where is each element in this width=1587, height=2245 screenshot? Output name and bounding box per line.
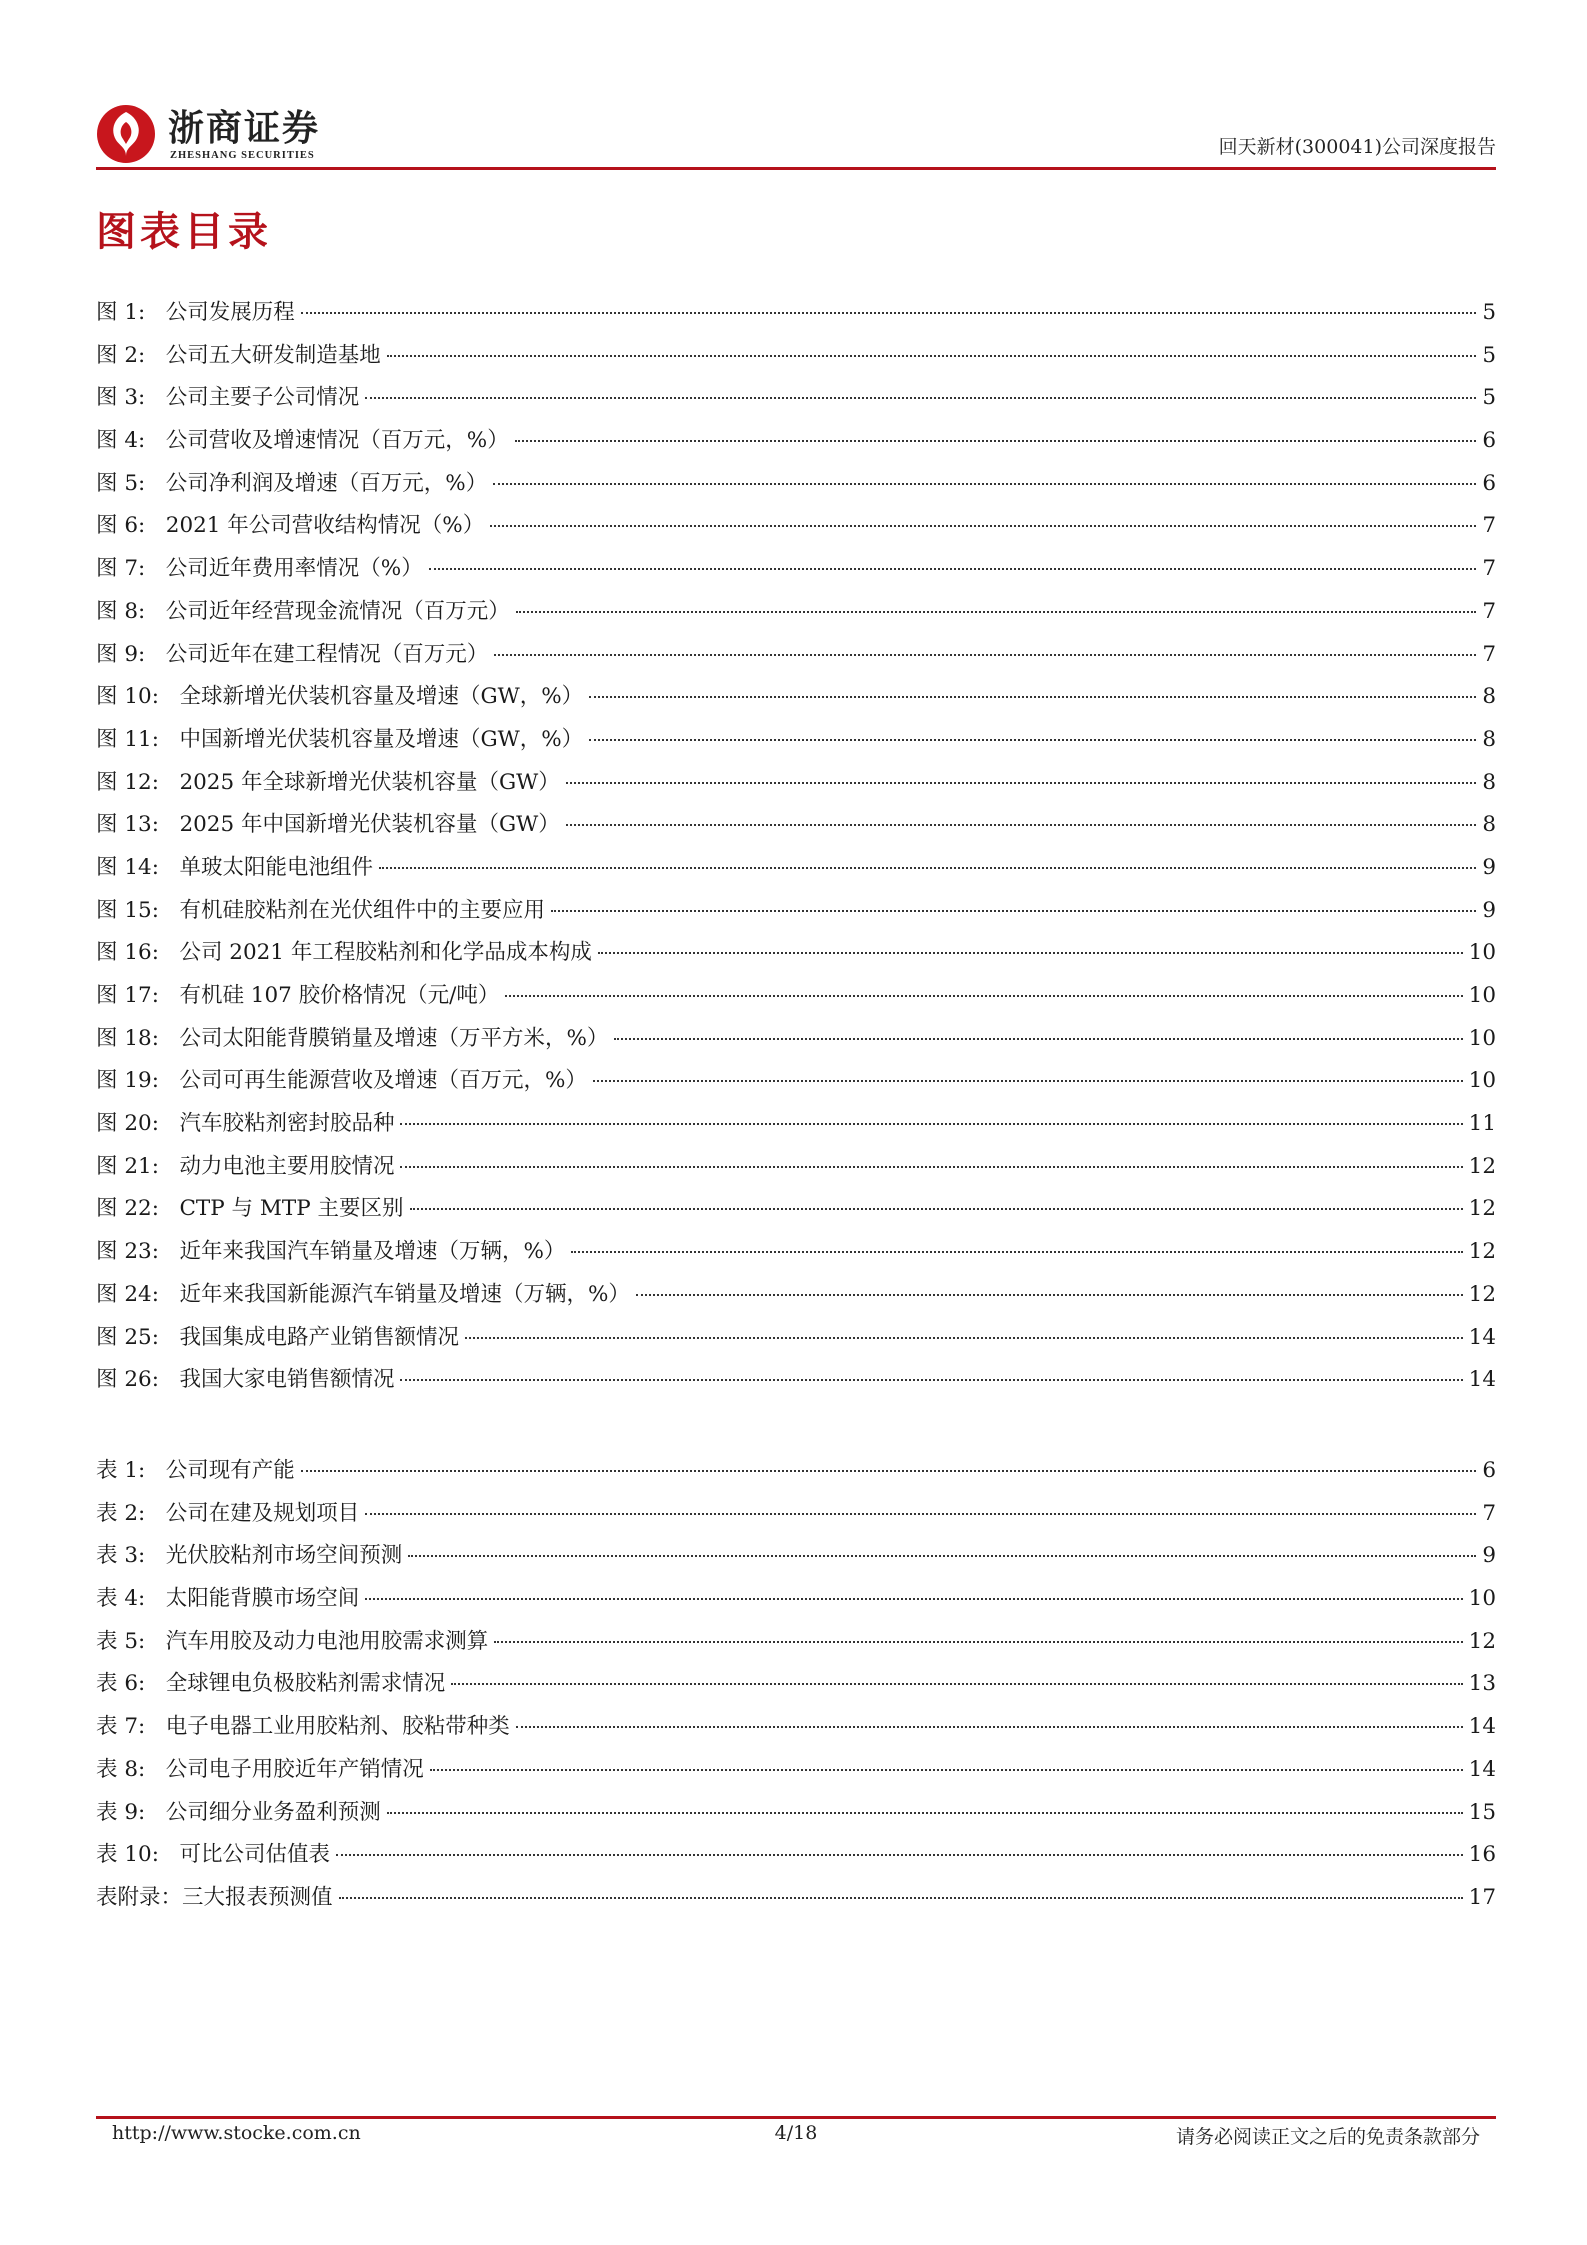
toc-entry-page: 6 (1482, 1458, 1496, 1483)
toc-entry[interactable] (96, 1538, 1496, 1581)
page-header (96, 96, 1496, 172)
dot-leader (516, 611, 1477, 613)
toc-entry-label: 图 17: 有机硅 107 胶价格情况（元/吨） (96, 983, 500, 1008)
toc-entry[interactable] (96, 722, 1496, 765)
toc-entry-label: 图 8: 公司近年经营现金流情况（百万元） (96, 598, 510, 624)
dot-leader (301, 1470, 1477, 1472)
toc-entry-page: 12 (1468, 1196, 1496, 1222)
toc-entry-page: 6 (1482, 470, 1496, 496)
toc-entry-label: 图 4: 公司营收及增速情况（百万元，%） (96, 428, 509, 454)
toc-entry-label: 图 5: 公司净利润及增速（百万元，%） (96, 470, 488, 496)
dot-leader (400, 1123, 1462, 1125)
dot-leader (551, 910, 1476, 912)
toc-entry-page: 7 (1482, 598, 1496, 624)
toc-entry-label: 图 23: 近年来我国汽车销量及增速（万辆，%） (96, 1239, 566, 1265)
toc-entry-page: 12 (1468, 1281, 1496, 1307)
toc-entry-page: 17 (1468, 1884, 1496, 1910)
toc-entry-label: 图 10: 全球新增光伏装机容量及增速（GW，%） (96, 684, 584, 710)
toc-entry[interactable] (96, 1795, 1496, 1838)
toc-entry-page: 10 (1468, 1068, 1496, 1094)
toc-entry[interactable] (96, 295, 1496, 338)
toc-entry[interactable] (96, 594, 1496, 637)
toc-entry[interactable] (96, 978, 1496, 1021)
toc-entry-label: 图 3: 公司主要子公司情况 (96, 385, 360, 411)
dot-leader (365, 1513, 1476, 1515)
toc-entry-page: 9 (1482, 854, 1496, 880)
dot-leader (339, 1897, 1463, 1899)
toc-entry-label: 图 2: 公司五大研发制造基地 (96, 342, 381, 368)
toc-entry-label: 图 22: CTP 与 MTP 主要区别 (96, 1196, 404, 1222)
toc-entry-page: 10 (1468, 940, 1496, 966)
dot-leader (515, 440, 1477, 442)
dot-leader (400, 1166, 1462, 1168)
toc-entry-page: 12 (1468, 1628, 1496, 1654)
toc-entry-label: 表 7: 电子电器工业用胶粘剂、胶粘带种类 (96, 1714, 510, 1740)
toc-entry-label: 图 25: 我国集成电路产业销售额情况 (96, 1324, 459, 1350)
toc-entry[interactable] (96, 1063, 1496, 1106)
toc-entry[interactable] (96, 508, 1496, 551)
toc-entry-page: 11 (1468, 1111, 1496, 1137)
toc-entry-page: 5 (1482, 342, 1496, 368)
report-title: 回天新材(300041)公司深度报告 (1218, 136, 1496, 158)
toc-entry-label: 表 1: 公司现有产能 (96, 1458, 295, 1483)
toc-entry-page: 14 (1468, 1756, 1496, 1782)
toc-entry[interactable] (96, 1362, 1496, 1405)
toc-entry-page: 15 (1468, 1799, 1496, 1825)
toc-entry-page: 7 (1482, 641, 1496, 667)
dot-leader (494, 654, 1476, 656)
toc-entry[interactable] (96, 935, 1496, 978)
toc-entry[interactable] (96, 338, 1496, 381)
toc-entry[interactable] (96, 466, 1496, 509)
company-name-en: ZHESHANG SECURITIES (170, 150, 315, 161)
toc-entry-label: 图 6: 2021 年公司营收结构情况（%） (96, 513, 485, 539)
dot-leader (365, 397, 1476, 399)
toc-entry-page: 8 (1482, 812, 1496, 838)
toc-entry[interactable] (96, 1581, 1496, 1624)
toc-entry[interactable] (96, 679, 1496, 722)
toc-entry[interactable] (96, 1234, 1496, 1277)
toc-entry-label: 图 19: 公司可再生能源营收及增速（百万元，%） (96, 1068, 587, 1094)
toc-entry[interactable] (96, 1149, 1496, 1192)
toc-entry[interactable] (96, 1277, 1496, 1320)
toc-entry-page: 8 (1482, 726, 1496, 752)
footer-divider (96, 2116, 1496, 2119)
toc-heading: 图表目录 (96, 209, 272, 255)
toc-entry-page: 10 (1468, 1586, 1496, 1612)
dot-leader (589, 739, 1476, 741)
toc-entry-page: 9 (1482, 1543, 1496, 1569)
toc-entry-page: 12 (1468, 1153, 1496, 1179)
toc-entry-page: 13 (1468, 1671, 1496, 1697)
dot-leader (636, 1294, 1463, 1296)
dot-leader (451, 1683, 1462, 1685)
toc-entry[interactable] (96, 637, 1496, 680)
dot-leader (336, 1854, 1463, 1856)
toc-entry[interactable] (96, 1837, 1496, 1880)
dot-leader (410, 1208, 1463, 1210)
dot-leader (408, 1555, 1476, 1557)
toc-entry-label: 表 9: 公司细分业务盈利预测 (96, 1799, 381, 1825)
toc-entry-page: 16 (1468, 1842, 1496, 1868)
toc-entry[interactable] (96, 765, 1496, 808)
toc-entry-label: 图 16: 公司 2021 年工程胶粘剂和化学品成本构成 (96, 940, 592, 966)
table-list (96, 1453, 1496, 1923)
toc-entry-label: 图 1: 公司发展历程 (96, 300, 295, 325)
toc-entry-label: 表 3: 光伏胶粘剂市场空间预测 (96, 1543, 403, 1569)
dot-leader (566, 782, 1477, 784)
toc-entry[interactable] (96, 1666, 1496, 1709)
toc-entry[interactable] (96, 423, 1496, 466)
zheshang-logo-icon (96, 104, 156, 164)
toc-entry-page: 8 (1482, 769, 1496, 795)
dot-leader (593, 1080, 1463, 1082)
footer-url[interactable]: http://www.stocke.com.cn (112, 2122, 361, 2144)
toc-entry-page: 10 (1468, 1025, 1496, 1051)
dot-leader (516, 1726, 1463, 1728)
toc-entry-label: 表附录：三大报表预测值 (96, 1884, 333, 1910)
footer-disclaimer: 请务必阅读正文之后的免责条款部分 (1175, 2126, 1480, 2148)
toc-entry-label: 图 14: 单玻太阳能电池组件 (96, 854, 373, 880)
toc-entry-label: 表 10: 可比公司估值表 (96, 1842, 330, 1868)
toc-entry-label: 图 21: 动力电池主要用胶情况 (96, 1153, 395, 1179)
toc-entry-page: 10 (1468, 983, 1496, 1008)
page-number: 4/18 (774, 2122, 818, 2144)
toc-entry-page: 14 (1468, 1324, 1496, 1350)
toc-entry-page: 7 (1482, 513, 1496, 539)
dot-leader (598, 952, 1463, 954)
figure-list (96, 295, 1496, 1405)
dot-leader (493, 483, 1476, 485)
toc-entry-page: 7 (1482, 556, 1496, 582)
dot-leader (465, 1337, 1463, 1339)
dot-leader (429, 568, 1477, 570)
toc-entry-label: 图 18: 公司太阳能背膜销量及增速（万平方米，%） (96, 1025, 609, 1051)
page-footer (96, 2122, 1496, 2152)
dot-leader (490, 525, 1476, 527)
toc-entry-label: 表 8: 公司电子用胶近年产销情况 (96, 1756, 424, 1782)
dot-leader (505, 995, 1462, 997)
toc-entry[interactable] (96, 1880, 1496, 1923)
toc-entry-label: 表 2: 公司在建及规划项目 (96, 1500, 360, 1526)
toc-entry-label: 图 9: 公司近年在建工程情况（百万元） (96, 641, 489, 667)
toc-entry-page: 5 (1482, 385, 1496, 411)
header-divider (96, 167, 1496, 170)
dot-leader (379, 867, 1476, 869)
dot-leader (614, 1038, 1462, 1040)
toc-entry-label: 表 5: 汽车用胶及动力电池用胶需求测算 (96, 1628, 489, 1654)
dot-leader (566, 824, 1477, 826)
toc-entry-page: 5 (1482, 300, 1496, 325)
toc-entry-label: 图 12: 2025 年全球新增光伏装机容量（GW） (96, 769, 560, 795)
toc-entry[interactable] (96, 1106, 1496, 1149)
dot-leader (571, 1251, 1462, 1253)
toc-entry-label: 图 7: 公司近年费用率情况（%） (96, 556, 423, 582)
toc-entry-label: 图 26: 我国大家电销售额情况 (96, 1367, 395, 1393)
toc-entry[interactable] (96, 1191, 1496, 1234)
toc-entry-label: 表 4: 太阳能背膜市场空间 (96, 1586, 360, 1612)
toc-entry-label: 图 24: 近年来我国新能源汽车销量及增速（万辆，%） (96, 1281, 630, 1307)
toc-entry[interactable] (96, 551, 1496, 594)
toc-entry-page: 6 (1482, 428, 1496, 454)
toc-entry-label: 图 13: 2025 年中国新增光伏装机容量（GW） (96, 812, 560, 838)
toc-entry-page: 9 (1482, 897, 1496, 923)
dot-leader (430, 1769, 1463, 1771)
dot-leader (365, 1598, 1462, 1600)
toc-entry-page: 14 (1468, 1367, 1496, 1393)
toc-entry[interactable] (96, 1752, 1496, 1795)
dot-leader (589, 696, 1476, 698)
toc-entry[interactable] (96, 1624, 1496, 1667)
toc-entry-page: 8 (1482, 684, 1496, 710)
toc-entry[interactable] (96, 380, 1496, 423)
dot-leader (301, 312, 1477, 314)
toc-entry[interactable] (96, 1453, 1496, 1496)
toc-entry-label: 图 15: 有机硅胶粘剂在光伏组件中的主要应用 (96, 897, 545, 923)
toc-entry[interactable] (96, 1320, 1496, 1363)
dot-leader (494, 1641, 1462, 1643)
toc-entry[interactable] (96, 1496, 1496, 1539)
toc-entry-page: 12 (1468, 1239, 1496, 1265)
toc-entry-page: 7 (1482, 1500, 1496, 1526)
toc-entry[interactable] (96, 1021, 1496, 1064)
dot-leader (387, 1812, 1463, 1814)
toc-entry[interactable] (96, 850, 1496, 893)
toc-entry-label: 图 20: 汽车胶粘剂密封胶品种 (96, 1111, 395, 1137)
toc-entry[interactable] (96, 893, 1496, 936)
dot-leader (400, 1379, 1462, 1381)
toc-entry-label: 图 11: 中国新增光伏装机容量及增速（GW，%） (96, 726, 584, 752)
dot-leader (387, 355, 1477, 357)
toc-entry[interactable] (96, 1709, 1496, 1752)
toc-entry-label: 表 6: 全球锂电负极胶粘剂需求情况 (96, 1671, 446, 1697)
toc-entry[interactable] (96, 807, 1496, 850)
toc-entry-page: 14 (1468, 1714, 1496, 1740)
company-name-cn: 浙商证券 (168, 108, 321, 149)
